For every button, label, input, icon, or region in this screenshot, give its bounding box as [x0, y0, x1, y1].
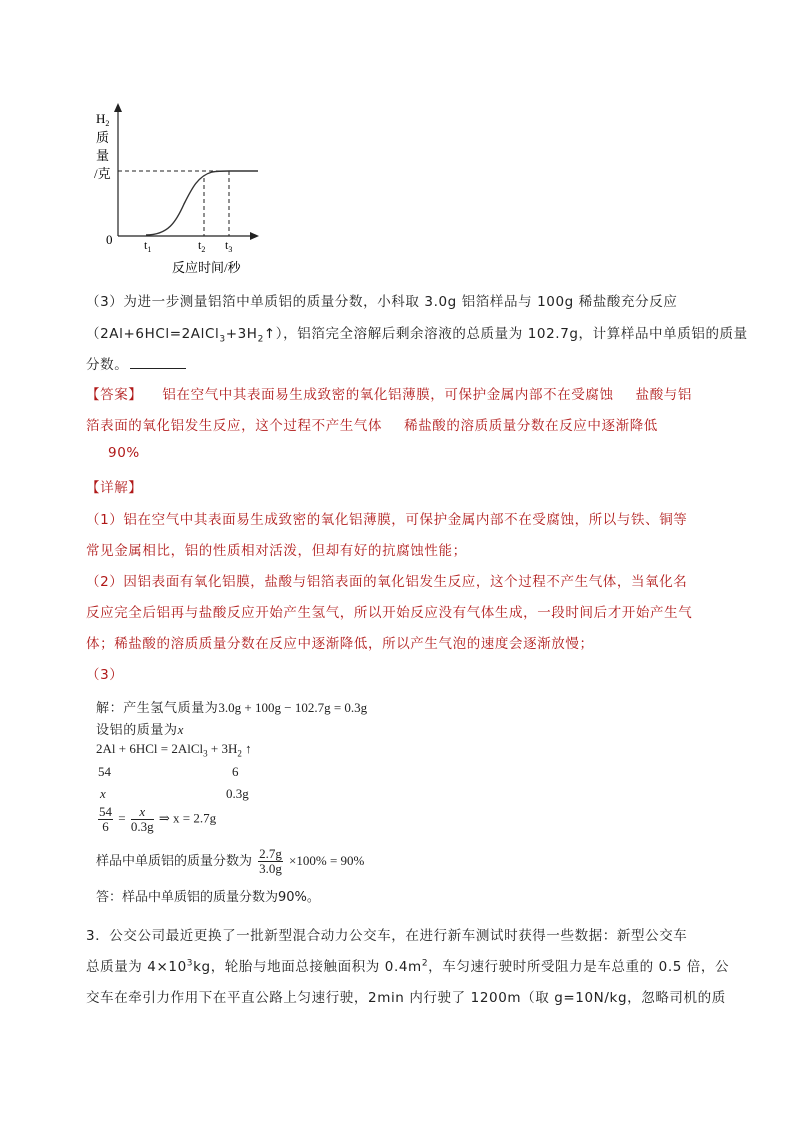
x-axis-arrow: [250, 232, 259, 240]
answer-tag: 【答案】: [86, 387, 143, 403]
detail-tag: 【详解】: [86, 480, 143, 496]
solution-line1: 解：产生氢气质量为3.0g + 100g − 102.7g = 0.3g: [96, 700, 368, 716]
q3-line2: $(2Al+6HCl=2AlCl_3+3H_2↑)$，铝箔完全溶解后剩余溶液的总质量为 102.7g，计算样品中单质铝的质量: [86, 326, 748, 345]
q3-line1: （3）为进一步测量铝箔中单质铝的质量分数，小科取 3.0g 铝箔样品与 100g 稀盐酸充分反应: [86, 294, 678, 310]
mass-0.3g: 0.3g: [226, 786, 249, 801]
h2-mass-time-graph: [88, 100, 278, 280]
q4-line3: 交车在牵引力作用下在平直公路上匀速行驶，2min 内行驶了 1200m（取 g=10N/kg，忽略司机的质: [86, 990, 726, 1006]
answer-line2: 箔表面的氧化铝发生反应，这个过程不产生气体 稀盐酸的溶质质量分数在反应中逐渐降低: [86, 418, 658, 434]
answer-line1: 【答案】 铝在空气中其表面易生成致密的氧化铝薄膜，可保护金属内部不在受腐蚀 盐酸与铝: [86, 387, 693, 403]
solution-line2: 设铝的质量为x: [96, 722, 184, 738]
t2-label: $t_2$: [198, 238, 206, 254]
q4-line1: 3．公交公司最近更换了一批新型混合动力公交车，在进行新车测试时获得一些数据：新型公交车: [86, 928, 688, 944]
detail-p1-line1: （1）铝在空气中其表面易生成致密的氧化铝薄膜，可保护金属内部不在受腐蚀，所以与铁、铜等: [86, 512, 688, 528]
y-label-zhi: 质: [96, 130, 110, 145]
t3-label: $t_3$: [225, 238, 233, 254]
proportion-equation: $\frac{54}{6}$ = $\frac{x}{0.3g}$ ⇒ x = 2.7g: [99, 804, 217, 834]
mass-x: x: [100, 786, 106, 801]
fraction-54-6: $\frac{54}{6}$: [99, 804, 112, 834]
h2-curve: [146, 171, 258, 235]
chemical-equation: 2Al + 6HCl = 2AlCl$_3$ + $3H_2$ ↑: [96, 741, 252, 759]
mass-6: 6: [232, 764, 239, 779]
final-answer: 答：样品中单质铝的质量分数为90%。: [96, 890, 320, 905]
origin-label: 0: [106, 232, 113, 247]
y-label-liang: 量: [96, 148, 110, 163]
detail-p3-label: （3）: [86, 667, 124, 683]
y-label-unit: /克: [94, 166, 111, 181]
t1-label: $t_1$: [144, 238, 152, 254]
y-label-h2: $H_2$: [96, 111, 110, 128]
q4-line2: 总质量为 $4\times 10^3kg$，轮胎与地面总接触面积为 $0.4m^2$，车匀速行驶时所受阻力是车总重的 0.5 倍，公: [86, 958, 730, 975]
mass-54: 54: [98, 764, 111, 779]
fraction-x-0.3g: $\frac{x}{0.3g}$: [130, 804, 154, 834]
x-axis-label: 反应时间/秒: [172, 260, 241, 275]
mass-fraction-line: 样品中单质铝的质量分数为 $\frac{2.7g}{3.0g}$ ×100% = 90%: [96, 846, 365, 876]
q3-line3: 分数。: [86, 353, 186, 373]
answer-line3: 90%: [108, 445, 140, 461]
detail-p1-line2: 常见金属相比，铝的性质相对活泼，但却有好的抗腐蚀性能；: [86, 543, 467, 559]
answer-blank: [130, 358, 186, 369]
detail-p2-line2: 反应完全后铝再与盐酸反应开始产生氢气，所以开始反应没有气体生成，一段时间后才开始产生气: [86, 605, 693, 621]
y-axis-arrow: [114, 103, 122, 112]
detail-p2-line3: 体；稀盐酸的溶质质量分数在反应中逐渐降低，所以产生气泡的速度会逐渐放慢；: [86, 636, 594, 652]
detail-p2-line1: （2）因铝表面有氧化铝膜，盐酸与铝箔表面的氧化铝发生反应，这个过程不产生气体，当氧化名: [86, 574, 688, 590]
fraction-2.7-3.0: $\frac{2.7g}{3.0g}$: [259, 846, 282, 876]
